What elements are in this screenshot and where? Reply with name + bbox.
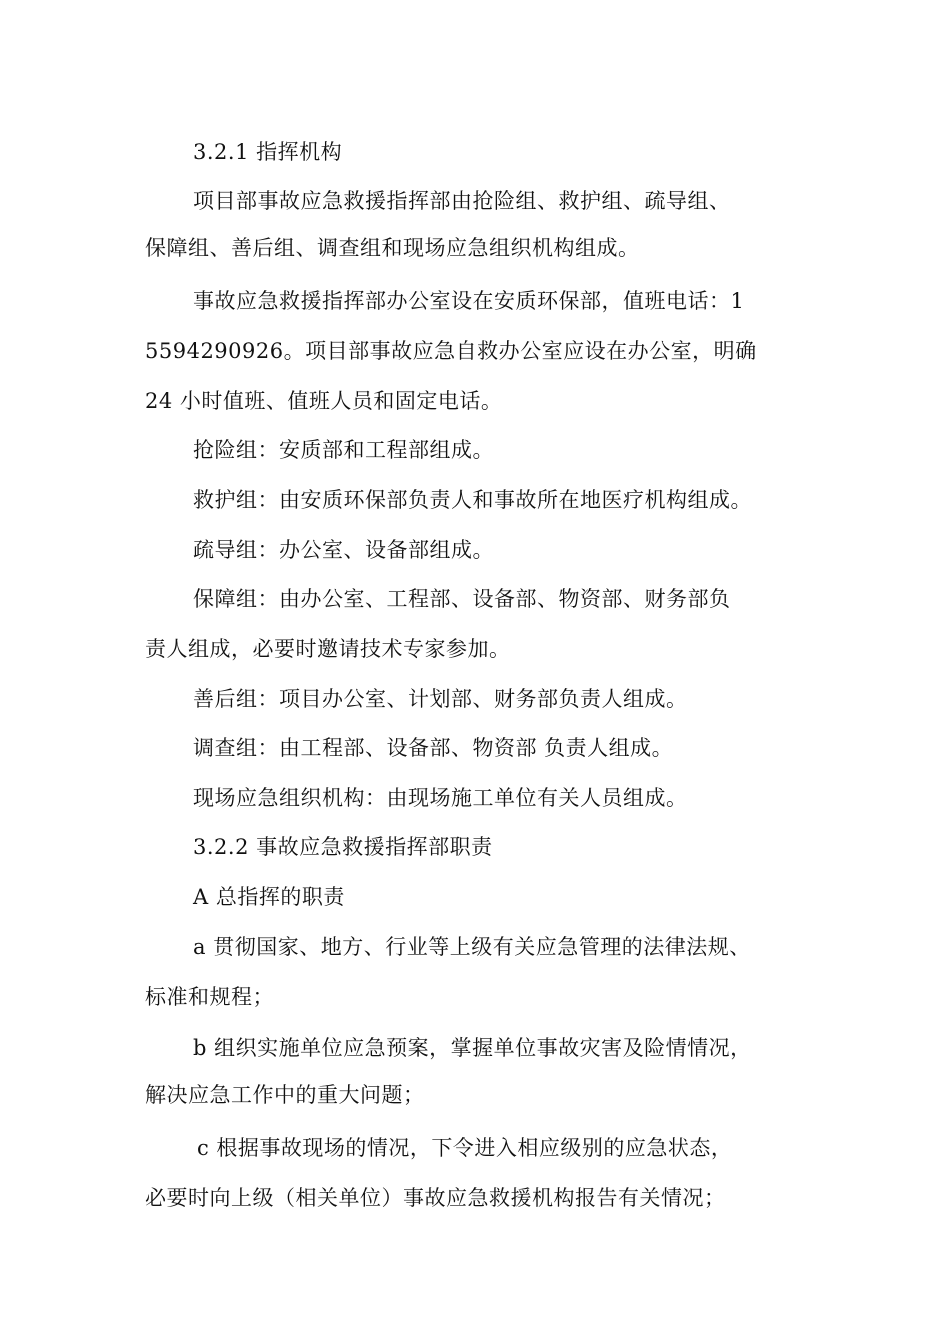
paragraph-line: 24 小时值班、值班人员和固定电话。 <box>145 389 503 413</box>
paragraph-line: 事故应急救援指挥部办公室设在安质环保部，值班电话：1 <box>193 289 745 313</box>
section-heading-3-2-1: 3.2.1 指挥机构 <box>193 140 343 164</box>
duty-a-cont: 标准和规程； <box>145 985 274 1009</box>
duty-a: a 贯彻国家、地方、行业等上级有关应急管理的法律法规、 <box>193 935 751 959</box>
group-rescue: 抢险组：安质部和工程部组成。 <box>193 438 494 462</box>
group-evacuation: 疏导组：办公室、设备部组成。 <box>193 538 494 562</box>
group-support: 保障组：由办公室、工程部、设备部、物资部、财务部负 <box>193 587 731 611</box>
duty-c: c 根据事故现场的情况，下令进入相应级别的应急状态， <box>197 1136 733 1160</box>
group-support-cont: 责人组成，必要时邀请技术专家参加。 <box>145 637 511 661</box>
duty-b-cont: 解决应急工作中的重大问题； <box>145 1083 425 1107</box>
duty-c-cont: 必要时向上级（相关单位）事故应急救援机构报告有关情况； <box>145 1186 726 1210</box>
paragraph-line: 5594290926。项目部事故应急自救办公室应设在办公室，明确 <box>145 339 757 363</box>
group-aftermath: 善后组：项目办公室、计划部、财务部负责人组成。 <box>193 687 688 711</box>
duty-b: b 组织实施单位应急预案，掌握单位事故灾害及险情情况， <box>193 1036 752 1060</box>
paragraph-line: 保障组、善后组、调查组和现场应急组织机构组成。 <box>145 236 640 260</box>
subheading-A: A 总指挥的职责 <box>193 885 345 909</box>
paragraph-line: 项目部事故应急救援指挥部由抢险组、救护组、疏导组、 <box>193 189 731 213</box>
group-onsite: 现场应急组织机构：由现场施工单位有关人员组成。 <box>193 786 688 810</box>
section-heading-3-2-2: 3.2.2 事故应急救援指挥部职责 <box>193 835 493 859</box>
group-medical: 救护组：由安质环保部负责人和事故所在地医疗机构组成。 <box>193 488 752 512</box>
group-investigation: 调查组：由工程部、设备部、物资部 负责人组成。 <box>193 736 674 760</box>
